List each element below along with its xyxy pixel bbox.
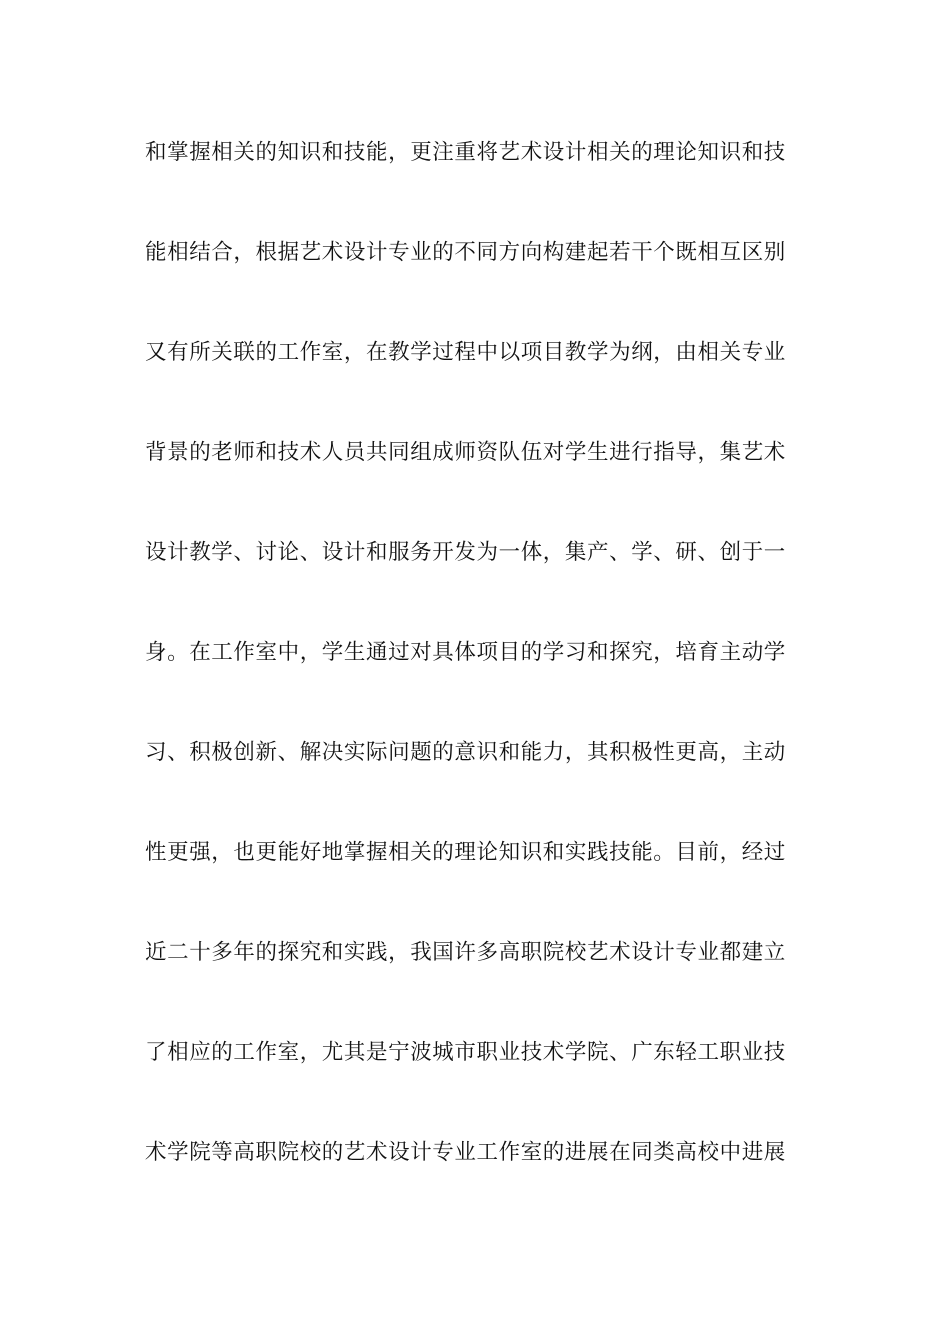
text-line: 和掌握相关的知识和技能，更注重将艺术设计相关的理论知识和技 — [145, 140, 786, 165]
text-line: 习、积极创新、解决实际问题的意识和能力，其积极性更高，主动 — [145, 740, 786, 765]
text-line: 近二十多年的探究和实践，我国许多高职院校艺术设计专业都建立 — [145, 940, 786, 965]
text-line: 了相应的工作室，尤其是宁波城市职业技术学院、广东轻工职业技 — [145, 1040, 786, 1065]
text-line: 设计教学、讨论、设计和服务开发为一体，集产、学、研、创于一 — [145, 540, 786, 565]
text-line: 性更强，也更能好地掌握相关的理论知识和实践技能。目前，经过 — [145, 840, 786, 865]
text-line: 身。在工作室中，学生通过对具体项目的学习和探究，培育主动学 — [145, 640, 786, 665]
body-paragraph — [145, 127, 825, 1227]
text-line: 能相结合，根据艺术设计专业的不同方向构建起若干个既相互区别 — [145, 240, 786, 265]
text-line: 背景的老师和技术人员共同组成师资队伍对学生进行指导，集艺术 — [145, 440, 786, 465]
text-line: 又有所关联的工作室，在教学过程中以项目教学为纲，由相关专业 — [145, 340, 786, 365]
text-line: 术学院等高职院校的艺术设计专业工作室的进展在同类高校中进展 — [145, 1140, 786, 1165]
